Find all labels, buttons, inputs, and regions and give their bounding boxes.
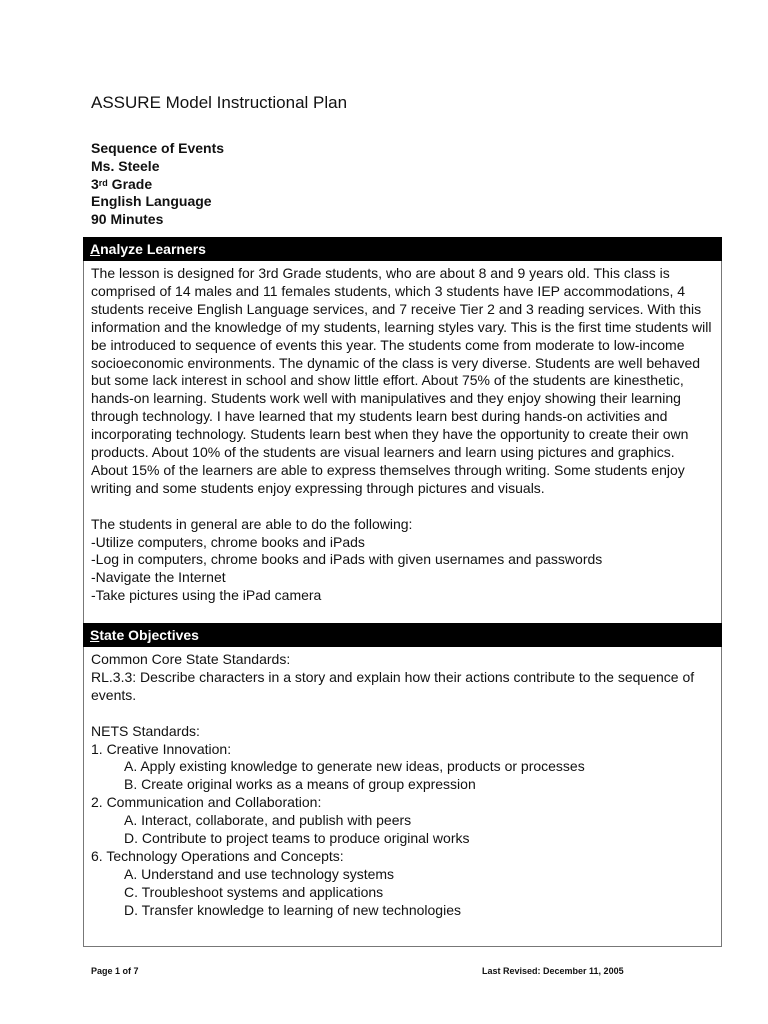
abilities-intro: The students in general are able to do the following: (91, 515, 413, 532)
nets-item: A. Interact, collaborate, and publish with peers (124, 812, 412, 829)
grade-number: 3 (91, 175, 99, 192)
teacher-name: Ms. Steele (91, 157, 160, 174)
ccss-label: Common Core State Standards: (91, 651, 291, 667)
state-objectives-section (83, 623, 722, 947)
nets-item: D. Transfer knowledge to learning of new technologies (124, 901, 461, 918)
learners-paragraph: The lesson is designed for 3rd Grade students, who are about 8 and 9 years old. This class is comprised of 14 males and 11 females students, which 3 students have IEP accommodations, 4 students receive English Language services, and 7 receive Tier 2 and 3 reading services. With this information and the knowledge of my students, learning styles vary. This is the first time students will be introduced to sequence of events this year. The students come from moderate to low-income socioeconomic environments. The dynamic of the class is very diverse. Students are well behaved but some lack interest in school and show little effort. About 75% of the students are kinesthetic, hands-on learning. Students work well with manipulatives and they enjoy showing their learning through technology. I have learned that my students learn best during hands-on activities and incorporating technology. Students learn best when they have the opportunity to create their own products. About 10% of the students are visual learners and learn using pictures and graphics. About 15% of the learners are able to express themselves through writing. Some students enjoy writing and some students enjoy expressing through pictures and visuals. (91, 265, 712, 496)
page-number: Page 1 of 7 (91, 966, 139, 976)
ccss-standard: RL.3.3: Describe characters in a story and explain how their actions contribute to the sequence of events. (91, 668, 695, 703)
lesson-meta (91, 140, 224, 229)
analyze-learners-body (83, 261, 722, 647)
nets-category: 6. Technology Operations and Concepts: (91, 847, 344, 864)
nets-category: 1. Creative Innovation: (91, 740, 232, 757)
grade-word: Grade (107, 175, 153, 192)
ability-item: -Take pictures using the iPad camera (91, 587, 322, 604)
subject: English Language (91, 193, 212, 210)
ability-item: -Log in computers, chrome books and iPads with given usernames and passwords (91, 551, 603, 568)
analyze-learners-section (83, 237, 722, 647)
nets-item: B. Create original works as a means of group expression (124, 776, 476, 793)
nets-item: A. Apply existing knowledge to generate new ideas, products or processes (124, 758, 585, 775)
state-objectives-heading (83, 623, 722, 647)
grade-level (91, 176, 224, 194)
nets-item: C. Troubleshoot systems and applications (124, 883, 384, 900)
heading-initial: A (90, 241, 101, 257)
ability-item: -Utilize computers, chrome books and iPads (91, 533, 365, 550)
ability-item: -Navigate the Internet (91, 569, 226, 586)
grade-suffix: rd (98, 177, 108, 188)
duration: 90 Minutes (91, 211, 164, 228)
state-objectives-body (83, 647, 722, 947)
lesson-topic: Sequence of Events (91, 140, 225, 156)
heading-rest: tate Objectives (99, 627, 199, 643)
nets-item: A. Understand and use technology systems (124, 865, 395, 882)
document-title: ASSURE Model Instructional Plan (91, 93, 348, 112)
heading-rest: nalyze Learners (100, 241, 206, 257)
analyze-learners-heading (83, 237, 722, 261)
heading-initial: S (90, 627, 100, 643)
nets-item: D. Contribute to project teams to produce original works (124, 830, 470, 847)
last-revised: Last Revised: December 11, 2005 (482, 966, 624, 976)
nets-label: NETS Standards: (91, 722, 200, 739)
nets-category: 2. Communication and Collaboration: (91, 794, 322, 811)
